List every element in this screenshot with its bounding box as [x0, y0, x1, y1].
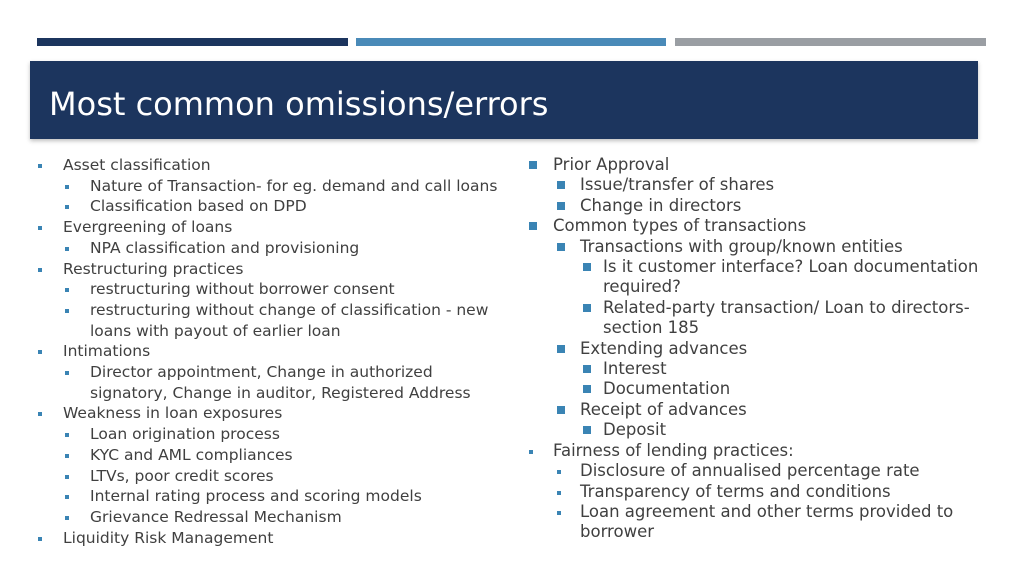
- small-square-bullet-icon: [529, 450, 533, 454]
- bullet-text: Loan agreement and other terms provided to borrower: [580, 501, 954, 542]
- bullet-item-level-1: [35, 528, 510, 549]
- bullet-text: Disclosure of annualised percentage rate: [580, 461, 920, 481]
- small-square-bullet-icon: [65, 495, 69, 499]
- small-square-bullet-icon: [65, 205, 69, 209]
- bullet-text: Fairness of lending practices:: [553, 440, 794, 460]
- bullet-item-level-3: [527, 359, 987, 379]
- bullet-item-level-2: [35, 238, 510, 259]
- small-square-bullet-icon: [38, 164, 42, 168]
- bullet-text: Extending advances: [580, 338, 748, 358]
- bullet-text: Documentation: [603, 379, 731, 399]
- bullet-item-level-2: [527, 196, 987, 216]
- bullet-text: restructuring without borrower consent: [90, 280, 395, 299]
- accent-bar-blue: [356, 38, 666, 46]
- bullet-text: Related-party transaction/ Loan to directors- section 185: [603, 297, 970, 338]
- square-bullet-icon: [583, 263, 591, 271]
- bullet-item-level-1: [527, 155, 987, 175]
- bullet-item-level-2: [35, 300, 510, 341]
- bullet-text: Weakness in loan exposures: [63, 404, 283, 423]
- bullet-text: Transactions with group/known entities: [580, 236, 903, 256]
- bullet-text: Change in directors: [580, 195, 742, 215]
- bullet-item-level-2: [527, 502, 987, 543]
- small-square-bullet-icon: [65, 309, 69, 313]
- bullet-item-level-1: [35, 155, 510, 176]
- right-bullet-list: [527, 155, 987, 543]
- bullet-item-level-2: [35, 279, 510, 300]
- bullet-item-level-1: [35, 259, 510, 280]
- small-square-bullet-icon: [557, 470, 561, 474]
- bullet-item-level-2: [527, 339, 987, 359]
- square-bullet-icon: [557, 345, 565, 353]
- small-square-bullet-icon: [38, 226, 42, 230]
- bullet-item-level-2: [35, 486, 510, 507]
- bullet-item-level-1: [35, 403, 510, 424]
- small-square-bullet-icon: [65, 516, 69, 520]
- bullet-item-level-3: [527, 257, 987, 298]
- bullet-item-level-1: [35, 217, 510, 238]
- bullet-item-level-3: [527, 420, 987, 440]
- square-bullet-icon: [557, 406, 565, 414]
- bullet-text: KYC and AML compliances: [90, 445, 293, 464]
- bullet-item-level-2: [35, 362, 510, 403]
- square-bullet-icon: [583, 365, 591, 373]
- bullet-item-level-2: [35, 445, 510, 466]
- small-square-bullet-icon: [557, 491, 561, 495]
- bullet-text: Loan origination process: [90, 425, 280, 444]
- bullet-item-level-2: [527, 175, 987, 195]
- small-square-bullet-icon: [38, 268, 42, 272]
- small-square-bullet-icon: [38, 412, 42, 416]
- slide-title: Most common omissions/errors: [49, 85, 549, 123]
- small-square-bullet-icon: [65, 185, 69, 189]
- bullet-item-level-2: [527, 461, 987, 481]
- bullet-text: Internal rating process and scoring models: [90, 487, 422, 506]
- bullet-text: Receipt of advances: [580, 399, 747, 419]
- accent-bar-navy: [37, 38, 348, 46]
- bullet-item-level-3: [527, 298, 987, 339]
- small-square-bullet-icon: [65, 288, 69, 292]
- square-bullet-icon: [529, 222, 537, 230]
- bullet-text: Evergreening of loans: [63, 218, 233, 237]
- bullet-text: Liquidity Risk Management: [63, 528, 274, 547]
- bullet-text: Nature of Transaction- for eg. demand and call loans: [90, 176, 498, 195]
- bullet-item-level-3: [527, 379, 987, 399]
- bullet-text: restructuring without change of classification - new loans with payout of earlier loan: [90, 300, 489, 340]
- bullet-text: Is it customer interface? Loan documentation required?: [603, 257, 979, 297]
- left-bullet-list: [35, 155, 510, 548]
- title-banner: [30, 61, 978, 139]
- small-square-bullet-icon: [65, 475, 69, 479]
- small-square-bullet-icon: [65, 371, 69, 375]
- square-bullet-icon: [557, 243, 565, 251]
- right-content-column: [527, 155, 987, 543]
- bullet-text: NPA classification and provisioning: [90, 238, 360, 257]
- bullet-text: Asset classification: [63, 156, 211, 174]
- small-square-bullet-icon: [38, 537, 42, 541]
- small-square-bullet-icon: [65, 433, 69, 437]
- bullet-text: Deposit: [603, 420, 667, 440]
- small-square-bullet-icon: [38, 350, 42, 354]
- small-square-bullet-icon: [65, 454, 69, 458]
- square-bullet-icon: [583, 426, 591, 434]
- bullet-text: Grievance Redressal Mechanism: [90, 507, 342, 526]
- left-content-column: [35, 155, 510, 548]
- bullet-text: Intimations: [63, 342, 151, 361]
- square-bullet-icon: [557, 181, 565, 189]
- bullet-text: Director appointment, Change in authorized signatory, Change in auditor, Registered Address: [90, 363, 471, 402]
- small-square-bullet-icon: [557, 511, 561, 515]
- bullet-item-level-2: [35, 507, 510, 528]
- bullet-item-level-2: [527, 482, 987, 502]
- bullet-item-level-2: [35, 176, 510, 197]
- bullet-text: Restructuring practices: [63, 259, 244, 278]
- square-bullet-icon: [583, 385, 591, 393]
- bullet-text: Issue/transfer of shares: [580, 175, 775, 195]
- square-bullet-icon: [557, 202, 565, 210]
- bullet-item-level-1: [35, 341, 510, 362]
- square-bullet-icon: [529, 161, 537, 169]
- bullet-item-level-2: [35, 196, 510, 217]
- bullet-text: Classification based on DPD: [90, 197, 307, 216]
- bullet-item-level-2: [527, 400, 987, 420]
- bullet-text: Common types of transactions: [553, 216, 807, 236]
- bullet-item-level-2: [527, 237, 987, 257]
- bullet-item-level-2: [35, 424, 510, 445]
- accent-bar-gray: [675, 38, 986, 46]
- bullet-item-level-1: [527, 216, 987, 236]
- bullet-text: LTVs, poor credit scores: [90, 466, 274, 485]
- bullet-text: Interest: [603, 359, 667, 379]
- bullet-item-level-1: [527, 441, 987, 461]
- bullet-item-level-2: [35, 466, 510, 487]
- small-square-bullet-icon: [65, 247, 69, 251]
- square-bullet-icon: [583, 304, 591, 312]
- bullet-text: Transparency of terms and conditions: [580, 481, 891, 501]
- bullet-text: Prior Approval: [553, 155, 670, 174]
